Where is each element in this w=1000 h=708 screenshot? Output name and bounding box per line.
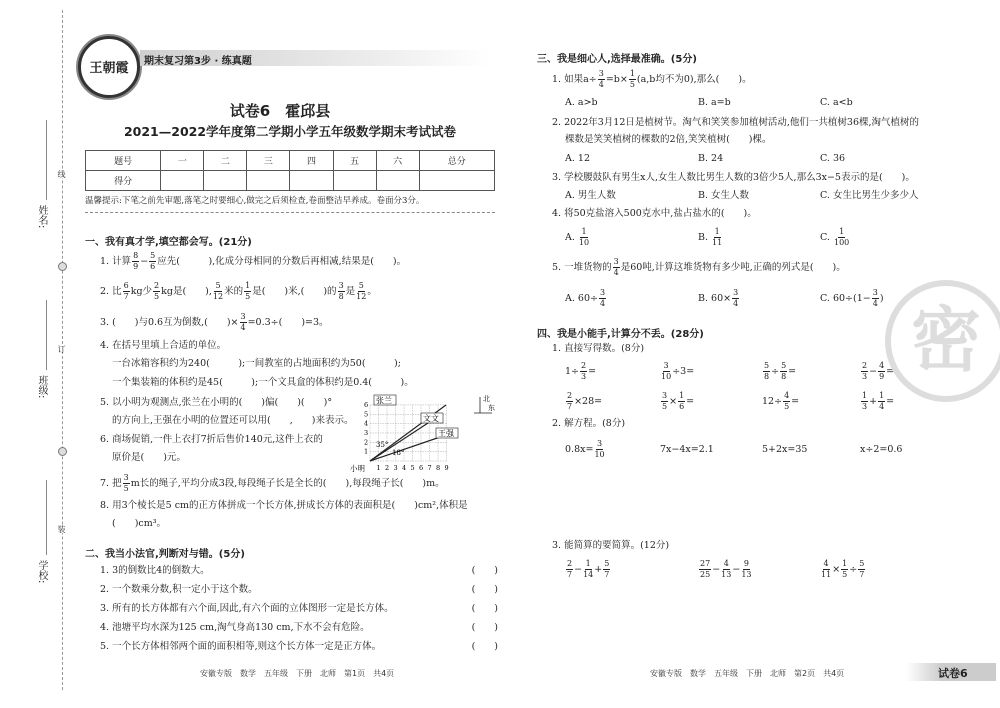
page-tag: 试卷6 [938,667,968,680]
school-line [46,480,47,555]
section2-list [100,565,500,660]
x-tick-label: 3 [393,464,398,472]
score-input-cell[interactable] [376,171,419,191]
y-tick-label: 1 [364,447,369,456]
s1-q1: 1. 计算 $\frac{8}{9}$ − $\frac{5}{6}$ 应先( ),化成分母相同的分数后再相减,结果是( )。 [100,251,407,271]
calc-item: $\frac{3}{5}$ × $\frac{1}{6}$ = [662,391,695,411]
score-header-cell: 总分 [419,151,494,171]
divider [85,212,495,213]
judge-answer-paren[interactable]: ( ) [471,603,498,614]
label-origin: 小明 [350,464,365,473]
s3-q1-opt-c[interactable]: C. a<b [820,97,853,108]
s1-q5-line1: 5. 以小明为观测点,张兰在小明的( )偏( )( )° [100,397,333,408]
s3-q4-line: 4. 将50克盐溶入500克水中,盐占盐水的( )。 [552,208,757,219]
score-row-label: 得分 [86,171,161,191]
label-north: 北 [483,395,490,403]
s3-q3-line: 3. 学校腰鼓队有男生x人,女生人数比男生人数的3倍少5人,那么3x−5表示的是( )。 [552,172,915,183]
label-wen: 文文 [423,414,439,423]
s1-q6-line2: 原价是( )元。 [112,452,186,463]
s1-q7: 7. 把 $\frac{3}{5}$ m长的绳子,平均分成3段,每段绳子长是全长的( ),每段绳子长( )m。 [100,473,445,493]
label-zhang: 张兰 [376,396,392,405]
judge-item [100,584,500,603]
judge-item-text: 1. 3的倒数比4的倒数大。 [100,565,210,576]
step-banner-text: 期末复习第3步 · 练真题 [144,56,252,67]
s3-q5-opt-b[interactable]: B. 60× $\frac{3}{4}$ [698,288,739,308]
x-tick-label: 6 [419,464,424,472]
y-tick-label: 3 [364,428,369,437]
s4-p2-title: 2. 解方程。(8分) [552,418,626,429]
s3-q2-line1: 2. 2022年3月12日是植树节。淘气和笑笑参加植树活动,他们一共植树36棵,淘气植树的 [552,117,920,128]
judge-item [100,622,500,641]
simplify-item: $\frac{2}{7}$ − $\frac{1}{14}$ + $\frac{5}{7}$ [567,559,610,579]
judge-item [100,603,500,622]
s1-q8-line2: ( )cm³。 [112,518,167,529]
x-tick-label: 2 [385,464,390,472]
judge-item [100,641,500,660]
x-tick-label: 5 [410,464,415,472]
s3-q4-opt-c[interactable]: C. $\frac{1}{100}$ [820,227,850,247]
score-header-cell: 四 [290,151,333,171]
s1-q2: 2. 比 $\frac{6}{7}$ kg少 $\frac{2}{5}$ kg是( ), $\frac{5}{12}$ 米的 $\frac{1}{5}$ 是( )米,( )的 $\frac{3}{8}$ 是 $\frac{5}{12}$ 。 [100,281,377,301]
s3-q3-opt-a[interactable]: A. 男生人数 [565,190,616,201]
angle-label: 35° [376,441,389,449]
s1-q3: 3. ( )与0.6互为倒数,( )× $\frac{3}{4}$ =0.3÷( )=3。 [100,312,329,332]
position-grid-diagram [348,393,498,475]
s4-p1-title: 1. 直接写得数。(8分) [552,343,645,354]
score-table [85,150,495,191]
x-ticks [377,464,449,472]
binding-hole-icon [58,447,67,456]
label-wang: 王强 [438,429,454,438]
watermark-seal: 密 [885,280,1000,402]
score-header-cell: 题号 [86,151,161,171]
score-header-cell: 一 [161,151,204,171]
simplify-item: $\frac{4}{11}$ × $\frac{1}{5}$ ÷ $\frac{5}{7}$ [821,559,865,579]
section1-title: 一、我有真才学,填空都会写。(21分) [85,237,252,248]
calc-item: 1÷ $\frac{2}{3}$ = [565,361,597,381]
equation-1: 0.8x= $\frac{3}{10}$ [565,439,605,459]
score-header-cell: 三 [247,151,290,171]
equation-3: 5+2x=35 [762,444,808,455]
footer-right: 安徽专版 数学 五年级 下册 北师 第2页 共4页 [650,669,845,678]
s3-q5-opt-a[interactable]: A. 60÷ $\frac{3}{4}$ [565,288,606,308]
simplify-item: $\frac{27}{25}$ − $\frac{4}{13}$ − $\frac{9}{13}$ [700,559,752,579]
logo-text: 王朝霞 [89,61,129,76]
section4-title: 四、我是小能手,计算分不丢。(28分) [537,329,704,340]
s3-q2-opt-c[interactable]: C. 36 [820,153,846,164]
score-input-cell[interactable] [204,171,247,191]
binding-mark-ding: 订 [57,345,66,353]
s3-q1: 1. 如果a÷ $\frac{3}{4}$ =b× $\frac{1}{5}$ (a,b均不为0),那么( )。 [552,69,752,89]
judge-item-text: 3. 所有的长方体都有六个面,因此,有六个面的立体图形一定是长方体。 [100,603,394,614]
s3-q3-opt-b[interactable]: B. 女生人数 [698,190,750,201]
warm-tip: 温馨提示:下笔之前先审题,落笔之时要细心,做完之后须检查,卷面整洁早养成。卷面分3分。 [85,196,425,206]
angle-label: 18° [392,449,405,457]
calc-item: $\frac{2}{3}$ − $\frac{4}{9}$ = [862,361,895,381]
s1-q4-line1: 一台冰箱容积约为240( );一间教室的占地面积约为50( ); [112,358,401,369]
step-banner [140,50,490,66]
binding-mark-zhuang: 装 [57,525,66,533]
section2-title: 二、我当小法官,判断对与错。(5分) [85,549,245,560]
judge-item [100,565,500,584]
calc-item: $\frac{2}{7}$ ×28= [567,391,603,411]
y-tick-label: 6 [364,400,369,409]
score-header-cell: 二 [204,151,247,171]
equation-4: x÷2=0.6 [860,444,903,455]
judge-answer-paren[interactable]: ( ) [471,622,498,633]
section3-title: 三、我是细心人,选择最准确。(5分) [537,54,697,65]
footer-left: 安徽专版 数学 五年级 下册 北师 第1页 共4页 [200,669,395,678]
s3-q3-opt-c[interactable]: C. 女生比男生少多少人 [820,190,919,201]
binding-hole-icon [58,262,67,271]
x-tick-label: 9 [444,464,449,472]
school-label: 学校: [36,560,47,584]
judge-item-text: 5. 一个长方体相邻两个面的面积相等,则这个长方体一定是正方体。 [100,641,382,652]
judge-answer-paren[interactable]: ( ) [471,584,498,595]
calc-item: $\frac{3}{10}$ ÷3= [661,361,695,381]
score-table-score-row [86,171,495,191]
score-header-cell: 六 [376,151,419,171]
class-line [46,300,47,370]
score-table-header-row [86,151,495,171]
page-tag-bar [906,663,996,681]
calc-item: $\frac{1}{3}$ + $\frac{1}{4}$ = [862,391,895,411]
label-east: 东 [488,404,495,412]
score-header-cell: 五 [333,151,376,171]
x-tick-label: 4 [402,464,407,472]
score-input-cell[interactable] [419,171,494,191]
y-tick-label: 2 [364,438,369,447]
score-input-cell[interactable] [290,171,333,191]
s1-q8-line1: 8. 用3个棱长是5 cm的正方体拼成一个长方体,拼成长方体的表面积是( )cm²,体积是 [100,500,468,511]
fraction: $\frac{8}{9}$ [133,251,139,271]
name-label: 姓名: [36,205,47,229]
judge-answer-paren[interactable]: ( ) [471,641,498,652]
s3-q4-opt-a[interactable]: A. $\frac{1}{10}$ [565,227,590,247]
s1-q5-line2: 的方向上,王强在小明的位置还可以用( , )来表示。 [112,415,354,426]
calc-item: $\frac{5}{8}$ ÷ $\frac{5}{8}$ = [764,361,797,381]
binding-mark-line: 线 [57,170,66,178]
x-tick-label: 1 [376,464,381,472]
s3-q1-opt-b[interactable]: B. a=b [698,97,731,108]
s3-q2-opt-a[interactable]: A. 12 [565,153,590,164]
score-input-cell[interactable] [333,171,376,191]
calc-item: 12÷ $\frac{4}{5}$ = [762,391,800,411]
s3-q2-opt-b[interactable]: B. 24 [698,153,724,164]
equation-2: 7x−4x=2.1 [660,444,714,455]
judge-answer-paren[interactable]: ( ) [471,565,498,576]
paper-subtitle: 2021—2022学年度第二学期小学五年级数学期末考试试卷 [123,124,457,139]
s3-q2-line2: 棵数是笑笑植树的棵数的2倍,笑笑植树( )棵。 [565,134,772,145]
judge-item-text: 2. 一个数乘分数,积一定小于这个数。 [100,584,258,595]
judge-item-text: 4. 池塘平均水深为125 cm,淘气身高130 cm,下水不会有危险。 [100,622,370,633]
score-input-cell[interactable] [247,171,290,191]
name-line [46,120,47,200]
logo-badge [78,36,140,98]
s1-q6-line1: 6. 商场促销,一件上衣打7折后售价140元,这件上衣的 [100,434,323,445]
y-tick-label: 5 [364,410,369,419]
s1-q4-title: 4. 在括号里填上合适的单位。 [100,340,227,351]
s3-q1-opt-a[interactable]: A. a>b [565,97,598,108]
s1-q4-line2: 一个集装箱的体积约是45( );一个文具盒的体积约是0.4( )。 [112,377,414,388]
s4-p3-title: 3. 能简算的要简算。(12分) [552,540,670,551]
x-tick-label: 7 [427,464,432,472]
s3-q5: 5. 一堆货物的 $\frac{3}{4}$ 是60吨,计算这堆货物有多少吨,正确的列式是( )。 [552,257,846,277]
y-ticks [364,401,368,456]
fraction: $\frac{5}{6}$ [150,251,156,271]
paper-title: 试卷6 霍邱县 [229,102,331,120]
x-tick-label: 8 [436,464,441,472]
y-tick-label: 4 [364,419,369,428]
s3-q5-opt-c[interactable]: C. 60÷(1− $\frac{3}{4}$ ) [820,288,884,308]
score-input-cell[interactable] [161,171,204,191]
s3-q4-opt-b[interactable]: B. $\frac{1}{11}$ [698,227,723,247]
class-label: 班级: [36,375,47,399]
